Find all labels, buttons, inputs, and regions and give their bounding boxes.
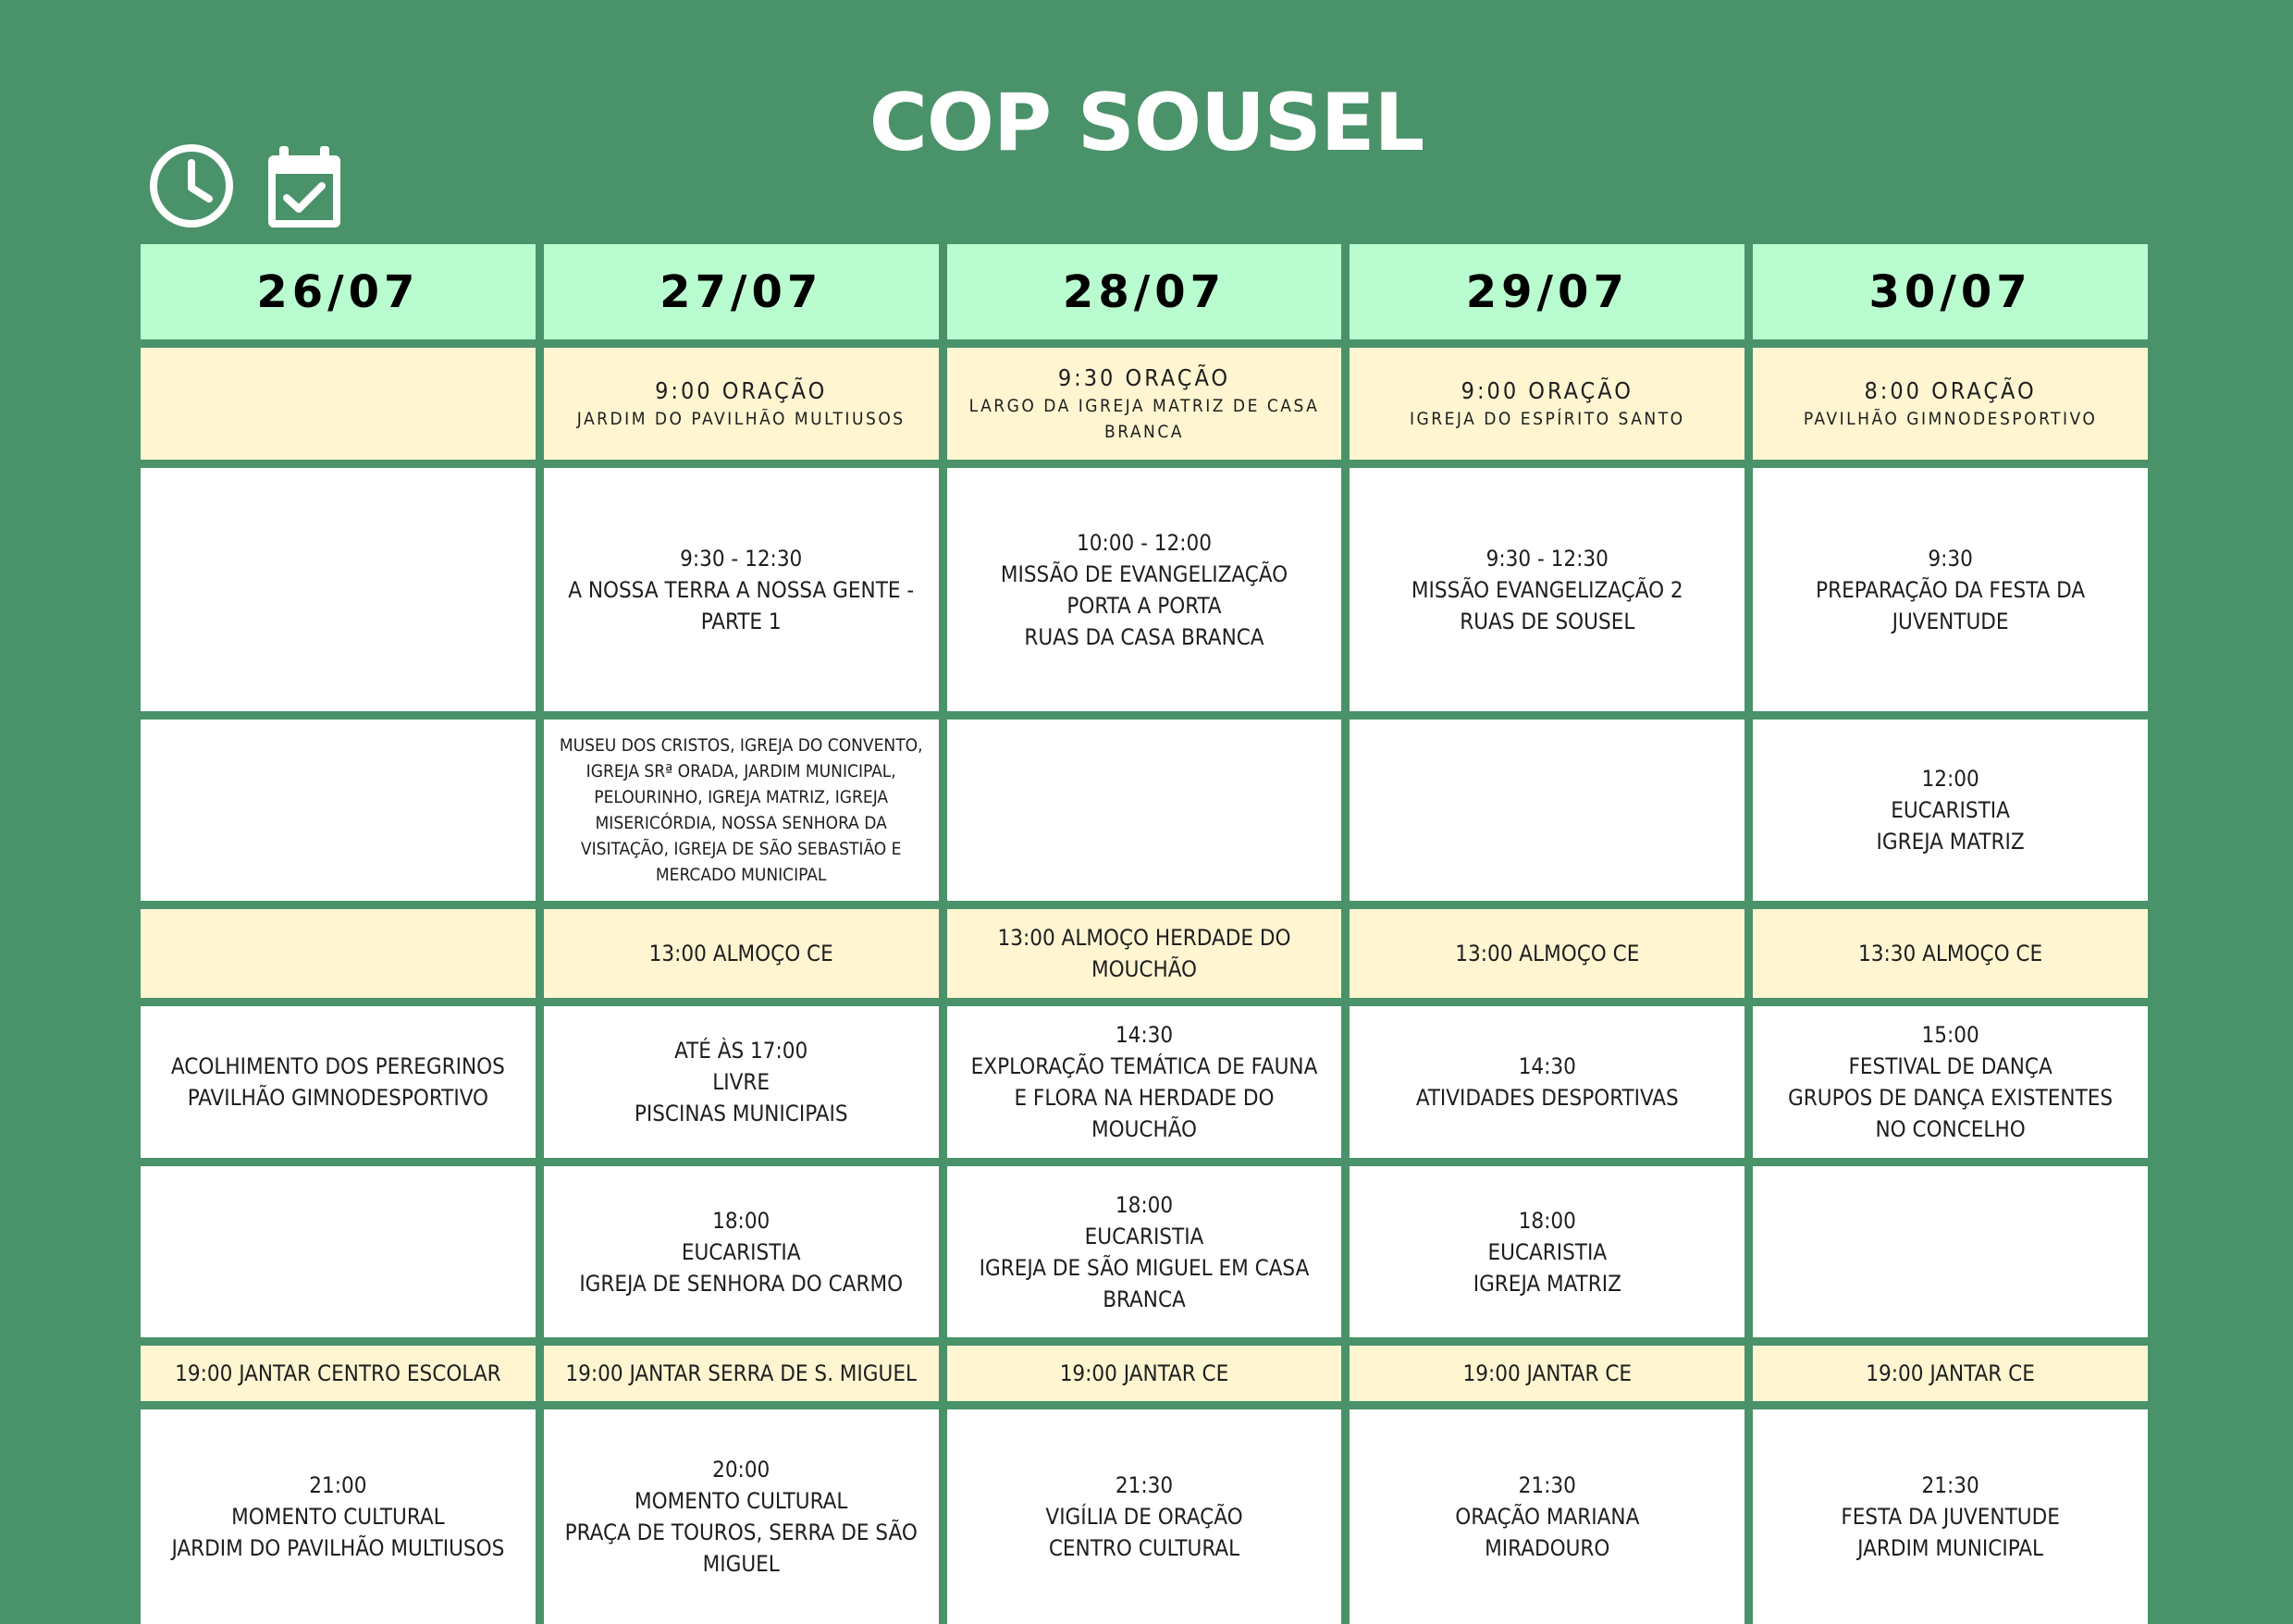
prayer-time: 8:00 ORAÇÃO [1864, 376, 2037, 404]
day-header: 28/07 [947, 244, 1342, 339]
night-cell: 21:30 FESTA DA JUVENTUDE JARDIM MUNICIPAL [1753, 1409, 2148, 1624]
midday-cell [1350, 720, 1744, 901]
lunch-cell [141, 909, 536, 998]
evening-cell: 18:00 EUCARISTIA IGREJA DE SENHORA DO CARMO [544, 1166, 939, 1337]
midday-cell: 12:00 EUCARISTIA IGREJA MATRIZ [1753, 720, 2148, 901]
morning-cell: 9:30 - 12:30 MISSÃO EVANGELIZAÇÃO 2 RUAS DE SOUSEL [1350, 468, 1744, 711]
prayer-place: JARDIM DO PAVILHÃO MULTIUSOS [576, 408, 906, 429]
schedule-table [141, 244, 2148, 1606]
night-cell: 21:30 ORAÇÃO MARIANA MIRADOURO [1350, 1409, 1744, 1624]
calendar-check-icon [265, 144, 344, 231]
midday-cell: MUSEU DOS CRISTOS, IGREJA DO CONVENTO, IGREJA SRª ORADA, JARDIM MUNICIPAL, PELOURINHO, IGREJA MATRIZ, IGREJA MISERICÓRDIA, NOSSA SENHORA DA VISITAÇÃO, IGREJA DE SÃO SEBASTIÃO E MERCADO MUNICIPAL [544, 720, 939, 901]
lunch-cell: 13:00 ALMOÇO CE [544, 909, 939, 998]
page-title: COP SOUSEL [869, 77, 1424, 169]
day-header: 26/07 [141, 244, 536, 339]
day-header: 30/07 [1753, 244, 2148, 339]
dinner-cell: 19:00 JANTAR SERRA DE S. MIGUEL [544, 1346, 939, 1401]
day-header: 29/07 [1350, 244, 1744, 339]
lunch-cell: 13:30 ALMOÇO CE [1753, 909, 2148, 998]
dinner-cell: 19:00 JANTAR CENTRO ESCOLAR [141, 1346, 536, 1401]
lunch-cell: 13:00 ALMOÇO CE [1350, 909, 1744, 998]
afternoon-cell: 15:00 FESTIVAL DE DANÇA GRUPOS DE DANÇA EXISTENTES NO CONCELHO [1753, 1006, 2148, 1158]
afternoon-cell: 14:30 ATIVIDADES DESPORTIVAS [1350, 1006, 1744, 1158]
prayer-place: PAVILHÃO GIMNODESPORTIVO [1803, 408, 2098, 429]
afternoon-cell: 14:30 EXPLORAÇÃO TEMÁTICA DE FAUNA E FLORA NA HERDADE DO MOUCHÃO [947, 1006, 1342, 1158]
night-cell: 20:00 MOMENTO CULTURAL PRAÇA DE TOUROS, SERRA DE SÃO MIGUEL [544, 1409, 939, 1624]
prayer-cell [141, 348, 536, 460]
prayer-time: 9:00 ORAÇÃO [655, 376, 828, 404]
prayer-time: 9:30 ORAÇÃO [1057, 363, 1231, 391]
dinner-cell: 19:00 JANTAR CE [1753, 1346, 2148, 1401]
evening-cell [1753, 1166, 2148, 1337]
midday-cell [947, 720, 1342, 901]
evening-cell: 18:00 EUCARISTIA IGREJA DE SÃO MIGUEL EM CASA BRANCA [947, 1166, 1342, 1337]
prayer-time: 9:00 ORAÇÃO [1461, 376, 1633, 404]
morning-cell: 10:00 - 12:00 MISSÃO DE EVANGELIZAÇÃO PORTA A PORTA RUAS DA CASA BRANCA [947, 468, 1342, 711]
day-header: 27/07 [544, 244, 939, 339]
prayer-place: IGREJA DO ESPÍRITO SANTO [1409, 408, 1685, 429]
evening-cell: 18:00 EUCARISTIA IGREJA MATRIZ [1350, 1166, 1744, 1337]
prayer-cell [1753, 348, 2148, 460]
morning-cell [141, 468, 536, 711]
night-cell: 21:30 VIGÍLIA DE ORAÇÃO CENTRO CULTURAL [947, 1409, 1342, 1624]
morning-cell: 9:30 PREPARAÇÃO DA FESTA DA JUVENTUDE [1753, 468, 2148, 711]
prayer-place: LARGO DA IGREJA MATRIZ DE CASA BRANCA [968, 395, 1320, 442]
evening-cell [141, 1166, 536, 1337]
morning-cell: 9:30 - 12:30 A NOSSA TERRA A NOSSA GENTE - PARTE 1 [544, 468, 939, 711]
prayer-cell [1350, 348, 1744, 460]
afternoon-cell: ATÉ ÀS 17:00 LIVRE PISCINAS MUNICIPAIS [544, 1006, 939, 1158]
night-cell: 21:00 MOMENTO CULTURAL JARDIM DO PAVILHÃO MULTIUSOS [141, 1409, 536, 1624]
clock-icon [148, 142, 235, 229]
dinner-cell: 19:00 JANTAR CE [1350, 1346, 1744, 1401]
afternoon-cell: ACOLHIMENTO DOS PEREGRINOS PAVILHÃO GIMNODESPORTIVO [141, 1006, 536, 1158]
lunch-cell: 13:00 ALMOÇO HERDADE DO MOUCHÃO [947, 909, 1342, 998]
prayer-cell [947, 348, 1342, 460]
dinner-cell: 19:00 JANTAR CE [947, 1346, 1342, 1401]
midday-cell [141, 720, 536, 901]
prayer-cell [544, 348, 939, 460]
